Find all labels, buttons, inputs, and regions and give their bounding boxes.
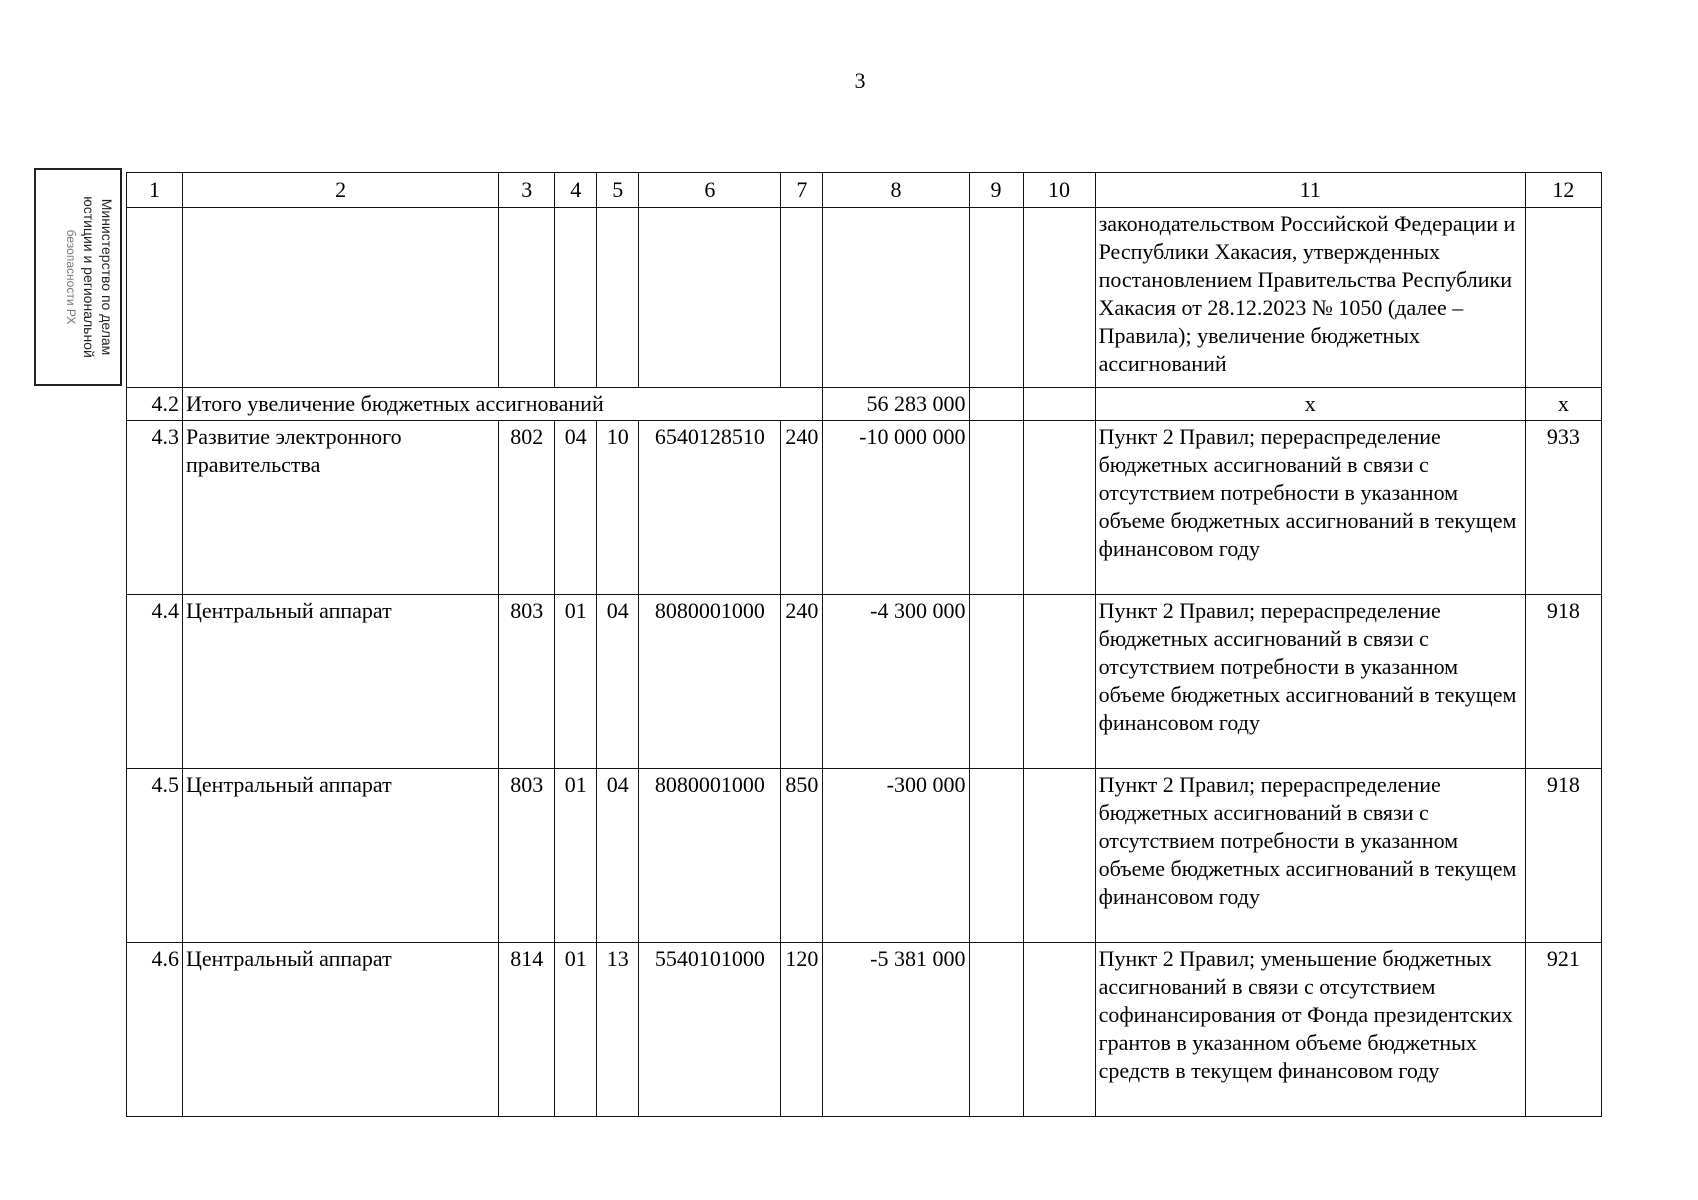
header-cell-4: 4 bbox=[555, 173, 597, 208]
cell-empty bbox=[1023, 208, 1095, 388]
row-amount: -5 381 000 bbox=[823, 943, 969, 1117]
row-amount: -10 000 000 bbox=[823, 421, 969, 595]
row-name: Центральный аппарат bbox=[183, 943, 499, 1117]
cell-empty bbox=[597, 208, 639, 388]
row-col-4: 01 bbox=[555, 943, 597, 1117]
row-code: 933 bbox=[1525, 421, 1601, 595]
cell-empty bbox=[969, 421, 1023, 595]
row-code: 918 bbox=[1525, 595, 1601, 769]
row-col-5: 04 bbox=[597, 595, 639, 769]
row-col-3: 803 bbox=[499, 769, 555, 943]
row-col-3: 814 bbox=[499, 943, 555, 1117]
row-col-6: 5540101000 bbox=[639, 943, 781, 1117]
stamp-line-1: Министерство по делам bbox=[99, 198, 115, 356]
row-number: 4.2 bbox=[127, 388, 183, 421]
header-cell-1: 1 bbox=[127, 173, 183, 208]
row-col-4: 04 bbox=[555, 421, 597, 595]
row-code: 918 bbox=[1525, 769, 1601, 943]
header-cell-5: 5 bbox=[597, 173, 639, 208]
header-cell-2: 2 bbox=[183, 173, 499, 208]
cell-empty bbox=[823, 208, 969, 388]
row-col-5: 13 bbox=[597, 943, 639, 1117]
row-number: 4.3 bbox=[127, 421, 183, 595]
header-cell-7: 7 bbox=[781, 173, 823, 208]
table-row bbox=[127, 943, 1602, 1117]
header-cell-3: 3 bbox=[499, 173, 555, 208]
row-name: Центральный аппарат bbox=[183, 595, 499, 769]
row-col-5: 04 bbox=[597, 769, 639, 943]
table-row bbox=[127, 421, 1602, 595]
total-code: х bbox=[1525, 388, 1601, 421]
row-col-6: 8080001000 bbox=[639, 595, 781, 769]
cell-empty bbox=[127, 208, 183, 388]
row-col-6: 6540128510 bbox=[639, 421, 781, 595]
cell-empty bbox=[1023, 388, 1095, 421]
cell-empty bbox=[969, 208, 1023, 388]
row-name: Центральный аппарат bbox=[183, 769, 499, 943]
table-row bbox=[127, 769, 1602, 943]
budget-table bbox=[126, 172, 1602, 1117]
header-cell-12: 12 bbox=[1525, 173, 1601, 208]
cell-empty bbox=[555, 208, 597, 388]
cell-empty bbox=[1023, 595, 1095, 769]
stamp-line-2: юстиции и региональной bbox=[81, 196, 97, 358]
cell-empty bbox=[1023, 943, 1095, 1117]
total-row bbox=[127, 388, 1602, 421]
row-code: 921 bbox=[1525, 943, 1601, 1117]
row-col-7: 240 bbox=[781, 595, 823, 769]
row-number: 4.5 bbox=[127, 769, 183, 943]
page-number: 3 bbox=[854, 68, 866, 93]
row-number: 4.4 bbox=[127, 595, 183, 769]
cell-empty bbox=[1023, 421, 1095, 595]
row-col-4: 01 bbox=[555, 595, 597, 769]
total-amount: 56 283 000 bbox=[823, 388, 969, 421]
row-amount: -4 300 000 bbox=[823, 595, 969, 769]
table-row bbox=[127, 595, 1602, 769]
cell-empty bbox=[1023, 769, 1095, 943]
cell-empty bbox=[969, 943, 1023, 1117]
cell-empty bbox=[1525, 208, 1601, 388]
cell-empty bbox=[969, 769, 1023, 943]
registration-stamp bbox=[34, 168, 122, 386]
row-col-3: 803 bbox=[499, 595, 555, 769]
header-cell-9: 9 bbox=[969, 173, 1023, 208]
cell-empty bbox=[639, 208, 781, 388]
total-label: Итого увеличение бюджетных ассигнований bbox=[183, 388, 823, 421]
cell-empty bbox=[781, 208, 823, 388]
header-cell-8: 8 bbox=[823, 173, 969, 208]
cell-empty bbox=[969, 388, 1023, 421]
row-number: 4.6 bbox=[127, 943, 183, 1117]
row-name: Развитие электронного правительства bbox=[183, 421, 499, 595]
header-cell-6: 6 bbox=[639, 173, 781, 208]
row-col-7: 120 bbox=[781, 943, 823, 1117]
row-note: Пункт 2 Правил; перераспределение бюджетных ассигнований в связи с отсутствием потребности в указанном объеме бюджетных ассигнований в текущем финансовом году bbox=[1095, 769, 1525, 943]
continuation-row bbox=[127, 208, 1602, 388]
cell-empty bbox=[499, 208, 555, 388]
header-row bbox=[127, 173, 1602, 208]
row-amount: -300 000 bbox=[823, 769, 969, 943]
header-cell-11: 11 bbox=[1095, 173, 1525, 208]
row-col-4: 01 bbox=[555, 769, 597, 943]
cell-empty bbox=[969, 595, 1023, 769]
row-note: Пункт 2 Правил; перераспределение бюджетных ассигнований в связи с отсутствием потребности в указанном объеме бюджетных ассигнований в текущем финансовом году bbox=[1095, 421, 1525, 595]
row-col-7: 240 bbox=[781, 421, 823, 595]
total-note: х bbox=[1095, 388, 1525, 421]
row-note: Пункт 2 Правил; уменьшение бюджетных ассигнований в связи с отсутствием софинансирования от Фонда президентских грантов в указанном объеме бюджетных средств в текущем финансовом году bbox=[1095, 943, 1525, 1117]
row-col-6: 8080001000 bbox=[639, 769, 781, 943]
row-col-7: 850 bbox=[781, 769, 823, 943]
cell-empty bbox=[183, 208, 499, 388]
row-col-5: 10 bbox=[597, 421, 639, 595]
row-note: Пункт 2 Правил; перераспределение бюджетных ассигнований в связи с отсутствием потребности в указанном объеме бюджетных ассигнований в текущем финансовом году bbox=[1095, 595, 1525, 769]
stamp-line-3: безопасности РХ bbox=[64, 229, 78, 325]
continuation-note: законодательством Российской Федерации и Республики Хакасия, утвержденных постановлением Правительства Республики Хакасия от 28.12.2023 № 1050 (далее – Правила); увеличение бюджетных ассигнований bbox=[1095, 208, 1525, 388]
row-col-3: 802 bbox=[499, 421, 555, 595]
header-cell-10: 10 bbox=[1023, 173, 1095, 208]
